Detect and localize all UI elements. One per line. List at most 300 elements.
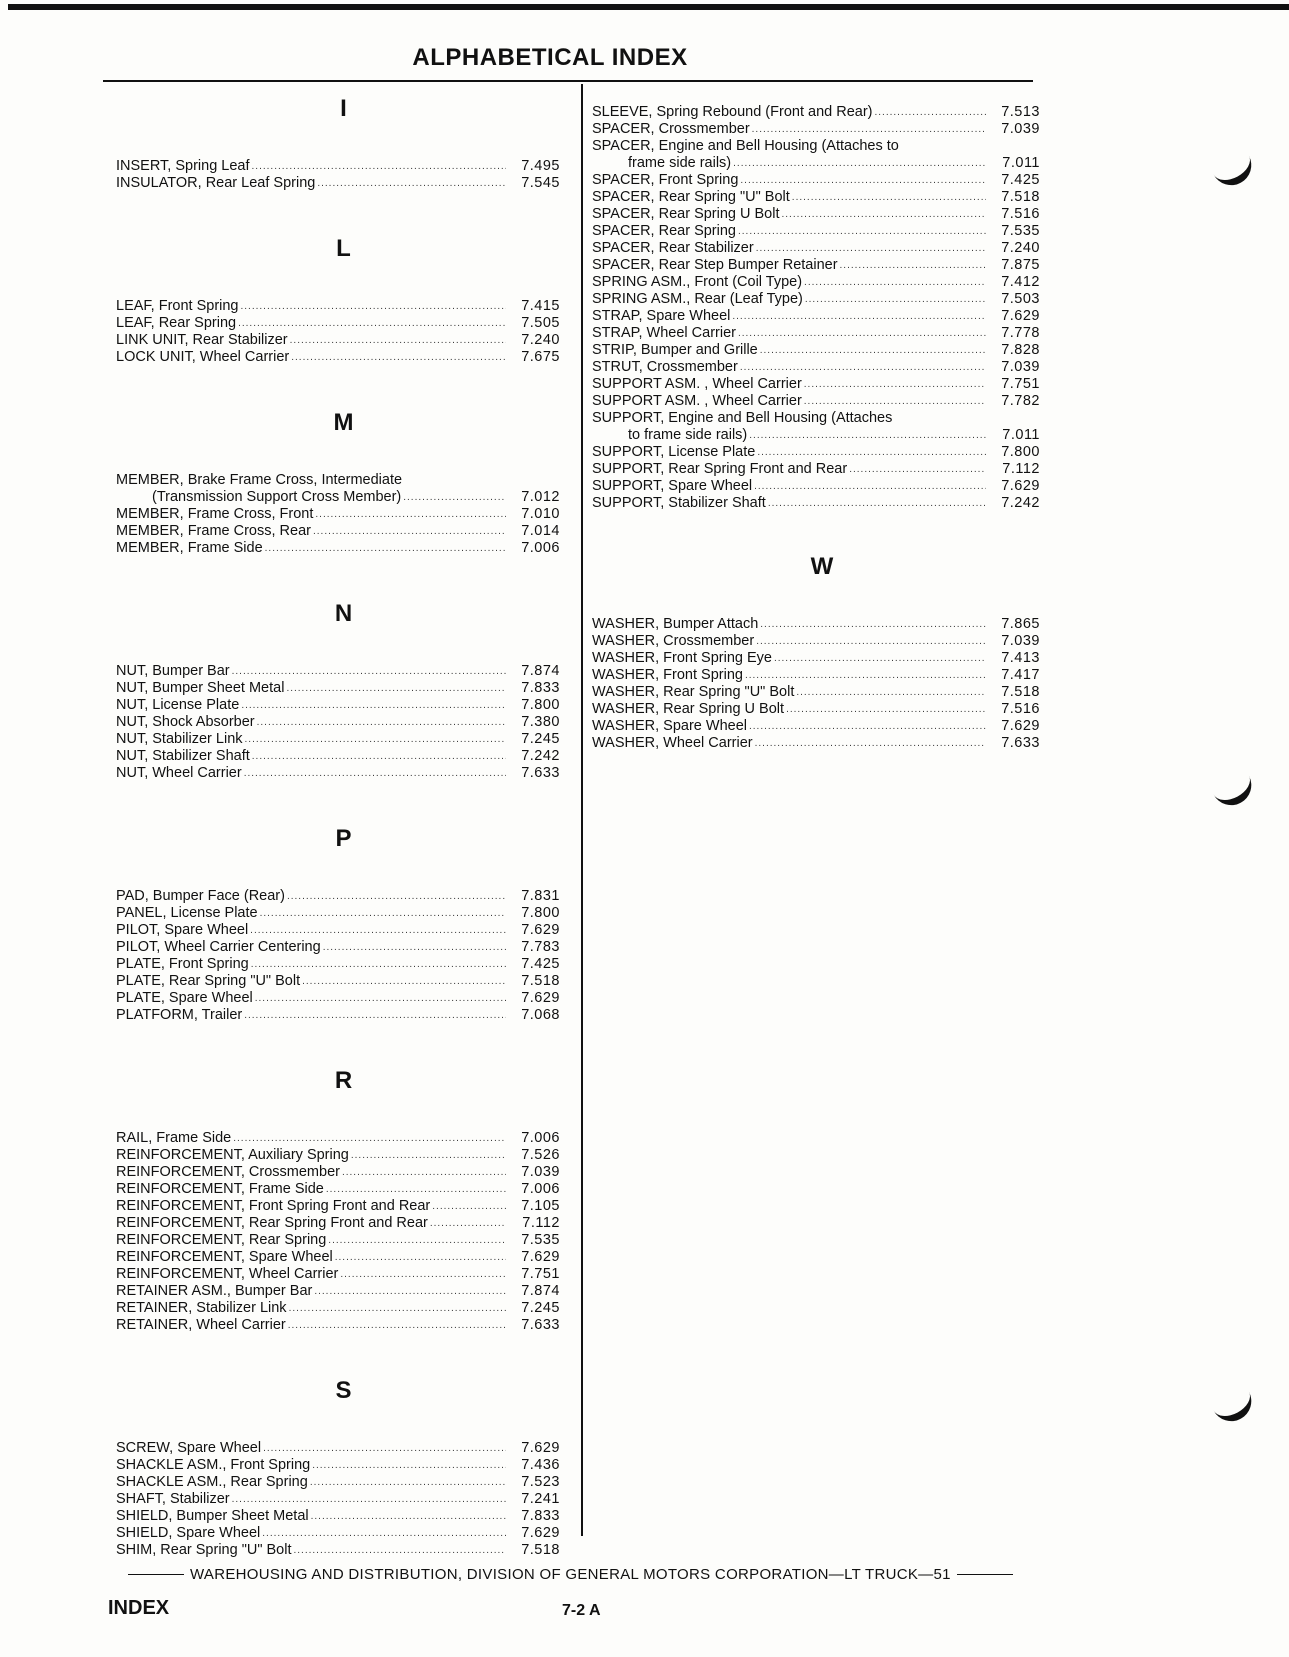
leader-dots: [288, 1317, 506, 1334]
entry-name: STRUT, Crossmember: [592, 359, 738, 375]
entry-name: SUPPORT, Spare Wheel: [592, 478, 753, 494]
entry-name: SLEEVE, Spring Rebound (Front and Rear): [592, 104, 873, 120]
index-entry: [592, 495, 1052, 512]
index-entry: [592, 172, 1052, 189]
entry-page-number: 7.242: [521, 748, 560, 764]
index-entry: [592, 189, 1052, 206]
entry-name: MEMBER, Frame Side: [116, 540, 263, 556]
entry-name: NUT, Stabilizer Shaft: [116, 748, 250, 764]
entry-name: SCREW, Spare Wheel: [116, 1440, 262, 1456]
entry-page-number: 7.006: [521, 1181, 560, 1197]
entry-page-number: 7.633: [521, 765, 560, 781]
entry-page-number: 7.039: [1001, 633, 1040, 649]
leader-dots: [403, 489, 506, 506]
leader-dots: [245, 731, 506, 748]
entry-page-number: 7.629: [521, 1525, 560, 1541]
leader-dots: [244, 1007, 506, 1024]
leader-dots: [294, 1542, 507, 1559]
entry-page-number: 7.425: [521, 956, 560, 972]
leader-dots: [894, 410, 986, 427]
index-entry: [592, 427, 1052, 444]
index-entry: [116, 1232, 571, 1249]
entry-name: PLATE, Rear Spring "U" Bolt: [116, 973, 301, 989]
entry-page-number: 7.633: [521, 1317, 560, 1333]
index-column-left: [116, 84, 571, 1601]
index-entry: [116, 298, 571, 315]
entry-name: SHAFT, Stabilizer: [116, 1491, 230, 1507]
entry-page-number: 7.629: [521, 1440, 560, 1456]
entry-page-number: 7.503: [1001, 291, 1040, 307]
index-entry: [116, 158, 571, 175]
index-entry: [592, 461, 1052, 478]
index-entry: [592, 291, 1052, 308]
entry-name: REINFORCEMENT, Front Spring Front and Rear: [116, 1198, 431, 1214]
leader-dots: [804, 393, 986, 410]
entry-page-number: 7.417: [1001, 667, 1040, 683]
entry-name: SPACER, Crossmember: [592, 121, 750, 137]
entry-page-number: 7.516: [1001, 206, 1040, 222]
leader-dots: [752, 121, 986, 138]
section-letter: N: [334, 600, 353, 627]
entry-page-number: 7.545: [521, 175, 560, 191]
index-entry: [116, 1181, 571, 1198]
entry-page-number: 7.241: [521, 1491, 560, 1507]
index-entry-list: [116, 663, 571, 782]
index-entry: [116, 349, 571, 366]
index-entry: [116, 922, 571, 939]
index-entry: [592, 633, 1052, 650]
entry-page-number: 7.006: [521, 1130, 560, 1146]
binder-hole-mark: [1206, 141, 1259, 192]
leader-dots: [804, 376, 986, 393]
entry-name: PLATFORM, Trailer: [116, 1007, 243, 1023]
entry-name: PANEL, License Plate: [116, 905, 258, 921]
entry-page-number: 7.800: [521, 905, 560, 921]
index-entry: [116, 697, 571, 714]
entry-page-number: 7.505: [521, 315, 560, 331]
index-entry: [116, 489, 571, 506]
binder-hole-mark: [1206, 761, 1259, 812]
leader-dots: [260, 905, 506, 922]
leader-dots: [774, 650, 986, 667]
entry-page-number: 7.436: [521, 1457, 560, 1473]
entry-name: SPACER, Engine and Bell Housing (Attaches to: [592, 138, 899, 154]
entry-name: SHACKLE ASM., Front Spring: [116, 1457, 311, 1473]
entry-page-number: 7.782: [1001, 393, 1040, 409]
leader-dots: [745, 667, 986, 684]
index-entry: [592, 616, 1052, 633]
leader-dots: [287, 888, 506, 905]
index-entry-list: [116, 888, 571, 1024]
index-entry-list: [116, 298, 571, 366]
entry-name: WASHER, Front Spring: [592, 667, 743, 683]
index-entry: [116, 939, 571, 956]
index-entry: [116, 175, 571, 192]
leader-dots: [232, 1491, 506, 1508]
index-entry: [592, 155, 1052, 172]
index-entry: [116, 315, 571, 332]
entry-name: SPRING ASM., Rear (Leaf Type): [592, 291, 803, 307]
entry-page-number: 7.245: [521, 1300, 560, 1316]
entry-name: WASHER, Bumper Attach: [592, 616, 759, 632]
leader-dots: [760, 342, 986, 359]
index-entry: [116, 1198, 571, 1215]
index-entry: [592, 223, 1052, 240]
entry-page-number: 7.011: [1002, 155, 1040, 171]
leader-dots: [238, 315, 506, 332]
entry-page-number: 7.833: [521, 1508, 560, 1524]
leader-dots: [335, 1249, 506, 1266]
entry-page-number: 7.014: [521, 523, 560, 539]
index-entry: [116, 714, 571, 731]
leader-dots: [732, 308, 986, 325]
leader-dots: [786, 701, 986, 718]
section-letter: I: [340, 95, 347, 122]
index-entry: [116, 523, 571, 540]
leader-dots: [265, 540, 506, 557]
leader-dots: [241, 697, 506, 714]
entry-name: RAIL, Frame Side: [116, 1130, 232, 1146]
entry-page-number: 7.105: [521, 1198, 560, 1214]
entry-page-number: 7.751: [1001, 376, 1040, 392]
leader-dots: [257, 714, 506, 731]
entry-name: RETAINER, Wheel Carrier: [116, 1317, 286, 1333]
leader-dots: [804, 274, 986, 291]
leader-dots: [262, 1525, 506, 1542]
leader-dots: [840, 257, 986, 274]
entry-page-number: 7.012: [521, 489, 560, 505]
index-entry: [592, 393, 1052, 410]
entry-name: SHIELD, Bumper Sheet Metal: [116, 1508, 309, 1524]
entry-page-number: 7.039: [1001, 359, 1040, 375]
section-letter: S: [335, 1377, 352, 1404]
leader-dots: [351, 1147, 506, 1164]
leader-dots: [315, 506, 506, 523]
index-entry: [116, 888, 571, 905]
index-entry: [592, 701, 1052, 718]
index-entry: [116, 1525, 571, 1542]
section-letter: L: [336, 235, 351, 262]
entry-name: SUPPORT, Engine and Bell Housing (Attaches: [592, 410, 893, 426]
index-entry: [592, 684, 1052, 701]
entry-name: to frame side rails): [628, 427, 748, 443]
index-entry-list: [116, 1440, 571, 1559]
title-underline: [103, 80, 1033, 82]
entry-name: PAD, Bumper Face (Rear): [116, 888, 285, 904]
index-entry: [592, 240, 1052, 257]
leader-dots: [286, 680, 506, 697]
entry-name: LEAF, Rear Spring: [116, 315, 237, 331]
entry-page-number: 7.874: [521, 1283, 560, 1299]
entry-name: NUT, Stabilizer Link: [116, 731, 243, 747]
footer-dash-left: [128, 1574, 184, 1575]
entry-name: MEMBER, Brake Frame Cross, Intermediate: [116, 472, 403, 488]
index-entry: [592, 121, 1052, 138]
entry-page-number: 7.831: [521, 888, 560, 904]
entry-page-number: 7.535: [1001, 223, 1040, 239]
entry-page-number: 7.874: [521, 663, 560, 679]
index-entry: [116, 1508, 571, 1525]
entry-name: PLATE, Spare Wheel: [116, 990, 253, 1006]
top-rule: [8, 4, 1289, 10]
entry-page-number: 7.523: [521, 1474, 560, 1490]
index-entry: [116, 905, 571, 922]
entry-page-number: 7.629: [1001, 718, 1040, 734]
leader-dots: [749, 718, 986, 735]
index-entry: [592, 308, 1052, 325]
index-column-right: [592, 84, 1052, 792]
entry-page-number: 7.828: [1001, 342, 1040, 358]
entry-name: REINFORCEMENT, Wheel Carrier: [116, 1266, 339, 1282]
entry-name: SPACER, Rear Spring U Bolt: [592, 206, 780, 222]
index-entry-list: [116, 158, 571, 192]
leader-dots: [792, 189, 986, 206]
entry-name: REINFORCEMENT, Frame Side: [116, 1181, 324, 1197]
entry-page-number: 7.535: [521, 1232, 560, 1248]
index-entry: [592, 274, 1052, 291]
leader-dots: [432, 1198, 506, 1215]
entry-name: SPRING ASM., Front (Coil Type): [592, 274, 803, 290]
leader-dots: [241, 298, 507, 315]
entry-page-number: 7.800: [1001, 444, 1040, 460]
leader-dots: [255, 990, 506, 1007]
section-letter: M: [333, 409, 354, 436]
section-letter: W: [810, 553, 834, 580]
footer-publisher: WAREHOUSING AND DISTRIBUTION, DIVISION OF GENERAL MOTORS CORPORATION—LT TRUCK—51: [190, 1566, 951, 1583]
entry-page-number: 7.518: [521, 1542, 560, 1558]
entry-name: NUT, Bumper Sheet Metal: [116, 680, 285, 696]
entry-name: WASHER, Wheel Carrier: [592, 735, 753, 751]
entry-page-number: 7.518: [1001, 684, 1040, 700]
entry-page-number: 7.518: [1001, 189, 1040, 205]
index-entry: [592, 342, 1052, 359]
leader-dots: [805, 291, 986, 308]
entry-name: SHIM, Rear Spring "U" Bolt: [116, 1542, 292, 1558]
leader-dots: [760, 616, 986, 633]
entry-name: REINFORCEMENT, Auxiliary Spring: [116, 1147, 349, 1163]
entry-page-number: 7.240: [521, 332, 560, 348]
index-entry: [116, 680, 571, 697]
entry-page-number: 7.629: [1001, 478, 1040, 494]
entry-name: LEAF, Front Spring: [116, 298, 239, 314]
page-title: ALPHABETICAL INDEX: [412, 44, 688, 71]
index-entry: [116, 748, 571, 765]
entry-name: (Transmission Support Cross Member): [152, 489, 402, 505]
entry-name: WASHER, Spare Wheel: [592, 718, 747, 734]
entry-name: SPACER, Front Spring: [592, 172, 739, 188]
entry-name: SHACKLE ASM., Rear Spring: [116, 1474, 308, 1490]
entry-page-number: 7.865: [1001, 616, 1040, 632]
index-entry: [116, 1491, 571, 1508]
leader-dots: [244, 765, 506, 782]
entry-name: SUPPORT, Stabilizer Shaft: [592, 495, 766, 511]
index-entry: [592, 359, 1052, 376]
leader-dots: [738, 325, 986, 342]
footer-page-number: 7-2 A: [562, 1602, 601, 1619]
index-entry: [116, 731, 571, 748]
index-entry-list: [592, 616, 1052, 752]
entry-page-number: 7.516: [1001, 701, 1040, 717]
leader-dots: [314, 1283, 506, 1300]
leader-dots: [757, 444, 986, 461]
leader-dots: [311, 1508, 506, 1525]
entry-name: PLATE, Front Spring: [116, 956, 249, 972]
index-entry: [116, 663, 571, 680]
leader-dots: [252, 158, 506, 175]
entry-name: STRAP, Wheel Carrier: [592, 325, 736, 341]
entry-name: PILOT, Wheel Carrier Centering: [116, 939, 321, 955]
leader-dots: [756, 240, 986, 257]
entry-page-number: 7.495: [521, 158, 560, 174]
entry-page-number: 7.242: [1001, 495, 1040, 511]
index-entry: [116, 1542, 571, 1559]
index-entry: [116, 1317, 571, 1334]
entry-page-number: 7.010: [521, 506, 560, 522]
entry-page-number: 7.068: [521, 1007, 560, 1023]
index-entry: [592, 104, 1052, 121]
leader-dots: [289, 1300, 506, 1317]
leader-dots: [263, 1440, 506, 1457]
index-entry: [116, 1147, 571, 1164]
entry-page-number: 7.112: [522, 1215, 560, 1231]
leader-dots: [313, 523, 506, 540]
index-entry: [116, 1164, 571, 1181]
entry-page-number: 7.245: [521, 731, 560, 747]
index-entry: [592, 667, 1052, 684]
entry-name: STRAP, Spare Wheel: [592, 308, 731, 324]
entry-name: WASHER, Rear Spring U Bolt: [592, 701, 785, 717]
leader-dots: [874, 104, 986, 121]
entry-page-number: 7.751: [521, 1266, 560, 1282]
index-entry: [592, 478, 1052, 495]
entry-page-number: 7.629: [1001, 308, 1040, 324]
leader-dots: [317, 175, 506, 192]
index-entry: [116, 1266, 571, 1283]
index-entry: [592, 718, 1052, 735]
entry-page-number: 7.633: [1001, 735, 1040, 751]
index-entry: [116, 990, 571, 1007]
entry-name: PILOT, Spare Wheel: [116, 922, 249, 938]
index-entry: [592, 444, 1052, 461]
index-entry: [592, 650, 1052, 667]
entry-name: SPACER, Rear Spring "U" Bolt: [592, 189, 790, 205]
leader-dots: [749, 427, 986, 444]
entry-name: SUPPORT ASM. , Wheel Carrier: [592, 393, 802, 409]
leader-dots: [796, 684, 986, 701]
leader-dots: [849, 461, 986, 478]
index-entry: [116, 1474, 571, 1491]
entry-page-number: 7.518: [521, 973, 560, 989]
leader-dots: [342, 1164, 506, 1181]
footer-section-label: INDEX: [108, 1597, 170, 1619]
entry-name: LOCK UNIT, Wheel Carrier: [116, 349, 290, 365]
entry-name: INSULATOR, Rear Leaf Spring: [116, 175, 316, 191]
leader-dots: [291, 349, 506, 366]
leader-dots: [290, 332, 506, 349]
entry-name: INSERT, Spring Leaf: [116, 158, 250, 174]
entry-page-number: 7.800: [521, 697, 560, 713]
index-entry-list: [116, 472, 571, 557]
column-divider: [581, 84, 583, 1536]
leader-dots: [901, 138, 986, 155]
entry-page-number: 7.415: [521, 298, 560, 314]
index-entry: [116, 1249, 571, 1266]
index-entry: [116, 1300, 571, 1317]
binder-hole-mark: [1206, 1377, 1259, 1428]
entry-page-number: 7.112: [1002, 461, 1040, 477]
entry-page-number: 7.412: [1001, 274, 1040, 290]
leader-dots: [733, 155, 986, 172]
leader-dots: [326, 1181, 506, 1198]
entry-page-number: 7.833: [521, 680, 560, 696]
index-entry: [592, 735, 1052, 752]
index-entry: [116, 540, 571, 557]
index-entry: [116, 1283, 571, 1300]
leader-dots: [430, 1215, 506, 1232]
entry-name: NUT, Shock Absorber: [116, 714, 255, 730]
entry-name: SUPPORT, License Plate: [592, 444, 756, 460]
entry-page-number: 7.778: [1001, 325, 1040, 341]
leader-dots: [756, 633, 986, 650]
entry-name: SPACER, Rear Spring: [592, 223, 736, 239]
entry-name: NUT, Wheel Carrier: [116, 765, 242, 781]
index-entry: [116, 956, 571, 973]
index-entry: [592, 138, 1052, 155]
leader-dots: [740, 359, 986, 376]
leader-dots: [782, 206, 987, 223]
entry-name: NUT, Bumper Bar: [116, 663, 230, 679]
entry-page-number: 7.629: [521, 1249, 560, 1265]
entry-name: NUT, License Plate: [116, 697, 240, 713]
footer-dash-right: [957, 1574, 1013, 1575]
index-entry: [592, 325, 1052, 342]
leader-dots: [404, 472, 506, 489]
index-entry: [592, 376, 1052, 393]
entry-page-number: 7.783: [521, 939, 560, 955]
index-entry-list: [116, 1130, 571, 1334]
entry-page-number: 7.413: [1001, 650, 1040, 666]
leader-dots: [738, 223, 986, 240]
index-entry: [116, 973, 571, 990]
leader-dots: [740, 172, 986, 189]
entry-page-number: 7.380: [521, 714, 560, 730]
entry-name: REINFORCEMENT, Crossmember: [116, 1164, 340, 1180]
leader-dots: [768, 495, 986, 512]
leader-dots: [232, 663, 506, 680]
index-entry: [116, 1130, 571, 1147]
entry-name: SUPPORT, Rear Spring Front and Rear: [592, 461, 848, 477]
footer-publisher-line: [122, 1566, 1042, 1583]
entry-page-number: 7.875: [1001, 257, 1040, 273]
index-entry: [592, 410, 1052, 427]
index-entry: [116, 472, 571, 489]
leader-dots: [251, 956, 506, 973]
entry-page-number: 7.513: [1001, 104, 1040, 120]
section-letter: R: [334, 1067, 353, 1094]
entry-page-number: 7.526: [521, 1147, 560, 1163]
index-entry: [116, 1457, 571, 1474]
index-entry: [116, 765, 571, 782]
entry-name: WASHER, Rear Spring "U" Bolt: [592, 684, 795, 700]
index-entry: [592, 257, 1052, 274]
leader-dots: [323, 939, 506, 956]
leader-dots: [252, 748, 506, 765]
entry-name: LINK UNIT, Rear Stabilizer: [116, 332, 288, 348]
index-entry: [116, 1440, 571, 1457]
entry-page-number: 7.011: [1002, 427, 1040, 443]
index-entry: [116, 1007, 571, 1024]
index-entry: [592, 206, 1052, 223]
